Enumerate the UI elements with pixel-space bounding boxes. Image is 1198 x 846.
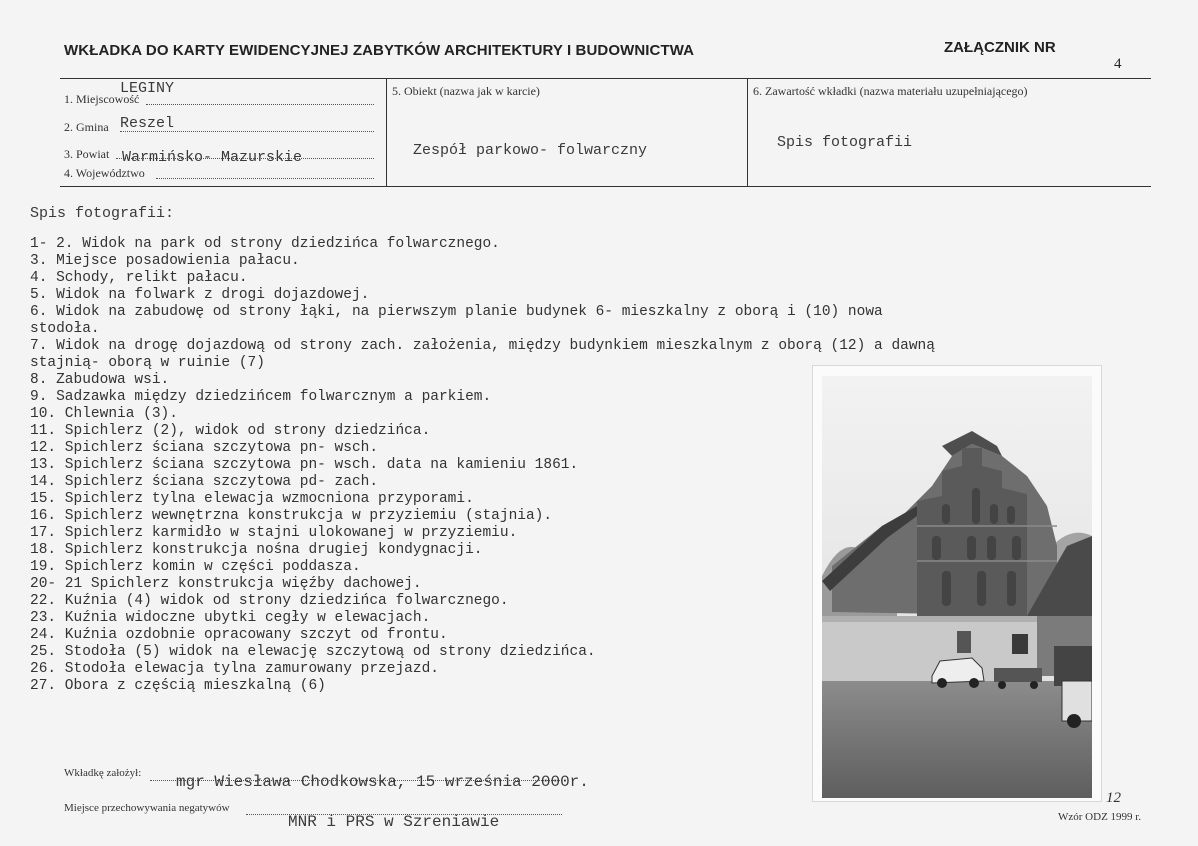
obiekt-value: Zespół parkowo- folwarczny xyxy=(413,142,648,159)
photo-list-item: 19. Spichlerz komin w części poddasza. xyxy=(30,559,361,575)
zawartosc-label: 6. Zawartość wkładki (nazwa materiału uzupełniającego) xyxy=(753,84,1028,98)
photo-list-item: 13. Spichlerz ściana szczytowa pn- wsch. data na kamieniu 1861. xyxy=(30,457,579,473)
photo-list-item: 15. Spichlerz tylna elewacja wzmocniona przyporami. xyxy=(30,491,474,507)
photo-list-item: 10. Chlewnia (3). xyxy=(30,406,178,422)
photo-list-item: 11. Spichlerz (2), widok od strony dziedzińca. xyxy=(30,423,431,439)
form-title: WKŁADKA DO KARTY EWIDENCYJNEJ ZABYTKÓW ARCHITEKTURY I BUDOWNICTWA xyxy=(64,42,695,59)
photo-list-item: 17. Spichlerz karmidło w stajni ulokowanej w przyziemiu. xyxy=(30,525,518,541)
photo-list-item: 24. Kuźnia ozdobnie opracowany szczyt od frontu. xyxy=(30,627,448,643)
photo-list-item: 7. Widok na drogę dojazdową od strony zach. założenia, między budynkiem mieszkalnym z oborą (12) a dawną xyxy=(30,338,935,354)
photo-list-item: 27. Obora z częścią mieszkalną (6) xyxy=(30,678,326,694)
photo-list-item: 1- 2. Widok na park od strony dziedzińca folwarcznego. xyxy=(30,236,500,252)
zawartosc-value: Spis fotografii xyxy=(777,134,913,151)
miejscowosc-dots xyxy=(146,103,374,105)
negatywy-value: MNR i PRS w Szreniawie xyxy=(288,813,500,831)
gmina-value: Reszel xyxy=(120,115,175,132)
zalozyl-value: mgr Wiesława Chodkowska, 15 września 2000r. xyxy=(176,773,589,791)
photo-list-item: 23. Kuźnia widoczne ubytki cegły w elewacjach. xyxy=(30,610,431,626)
form-divider-2 xyxy=(747,78,748,186)
miejscowosc-label: 1. Miejscowość xyxy=(64,92,140,106)
granary-photograph xyxy=(822,376,1092,798)
photo-list-item: 9. Sadzawka między dziedzińcem folwarcznym a parkiem. xyxy=(30,389,492,405)
photo-number: 12 xyxy=(1106,790,1121,806)
negatywy-label: Miejsce przechowywania negatywów xyxy=(64,802,230,814)
powiat-label: 3. Powiat xyxy=(64,147,110,161)
photo-list-item: 25. Stodoła (5) widok na elewację szczytową od strony dziedzińca. xyxy=(30,644,596,660)
photo-list-item: 20- 21 Spichlerz konstrukcja więźby dachowej. xyxy=(30,576,422,592)
miejscowosc-value: LEGINY xyxy=(120,80,175,97)
form-top-rule xyxy=(60,78,1151,79)
gmina-label: 2. Gmina xyxy=(64,120,109,134)
photograph-frame xyxy=(812,365,1102,802)
photo-list-item: 14. Spichlerz ściana szczytowa pd- zach. xyxy=(30,474,379,490)
annex-label: ZAŁĄCZNIK NR xyxy=(944,39,1056,56)
photo-list-item: 3. Miejsce posadowienia pałacu. xyxy=(30,253,300,269)
wojewodztwo-dots xyxy=(156,177,374,179)
photo-list-item: 26. Stodoła elewacja tylna zamurowany przejazd. xyxy=(30,661,439,677)
photo-list-item: stajnią- oborą w ruinie (7) xyxy=(30,355,265,371)
form-bottom-rule xyxy=(60,186,1151,187)
annex-number: 4 xyxy=(1114,56,1122,72)
wojewodztwo-label: 4. Województwo xyxy=(64,166,145,180)
photo-list-item: 16. Spichlerz wewnętrzna konstrukcja w przyziemiu (stajnia). xyxy=(30,508,553,524)
photo-list-item: 22. Kuźnia (4) widok od strony dziedzińca folwarcznego. xyxy=(30,593,509,609)
photo-list-item: 5. Widok na folwark z drogi dojazdowej. xyxy=(30,287,370,303)
obiekt-label: 5. Obiekt (nazwa jak w karcie) xyxy=(392,84,540,98)
photo-list-item: 4. Schody, relikt pałacu. xyxy=(30,270,248,286)
form-model: Wzór ODZ 1999 r. xyxy=(1058,811,1142,823)
photo-list-item: 6. Widok na zabudowę od strony łąki, na pierwszym planie budynek 6- mieszkalny z oborą i (10) nowa xyxy=(30,304,883,320)
zalozyl-label: Wkładkę założył: xyxy=(64,767,142,779)
photo-list-heading: Spis fotografii: xyxy=(30,205,175,222)
photo-list-item: 12. Spichlerz ściana szczytowa pn- wsch. xyxy=(30,440,379,456)
powiat-value: Warmińsko- Mazurskie xyxy=(122,149,303,166)
photo-list-item: 8. Zabudowa wsi. xyxy=(30,372,170,388)
photo-list-item: 18. Spichlerz konstrukcja nośna drugiej kondygnacji. xyxy=(30,542,483,558)
photo-list xyxy=(30,236,935,695)
form-divider-1 xyxy=(386,78,387,186)
photo-list-item: stodoła. xyxy=(30,321,100,337)
